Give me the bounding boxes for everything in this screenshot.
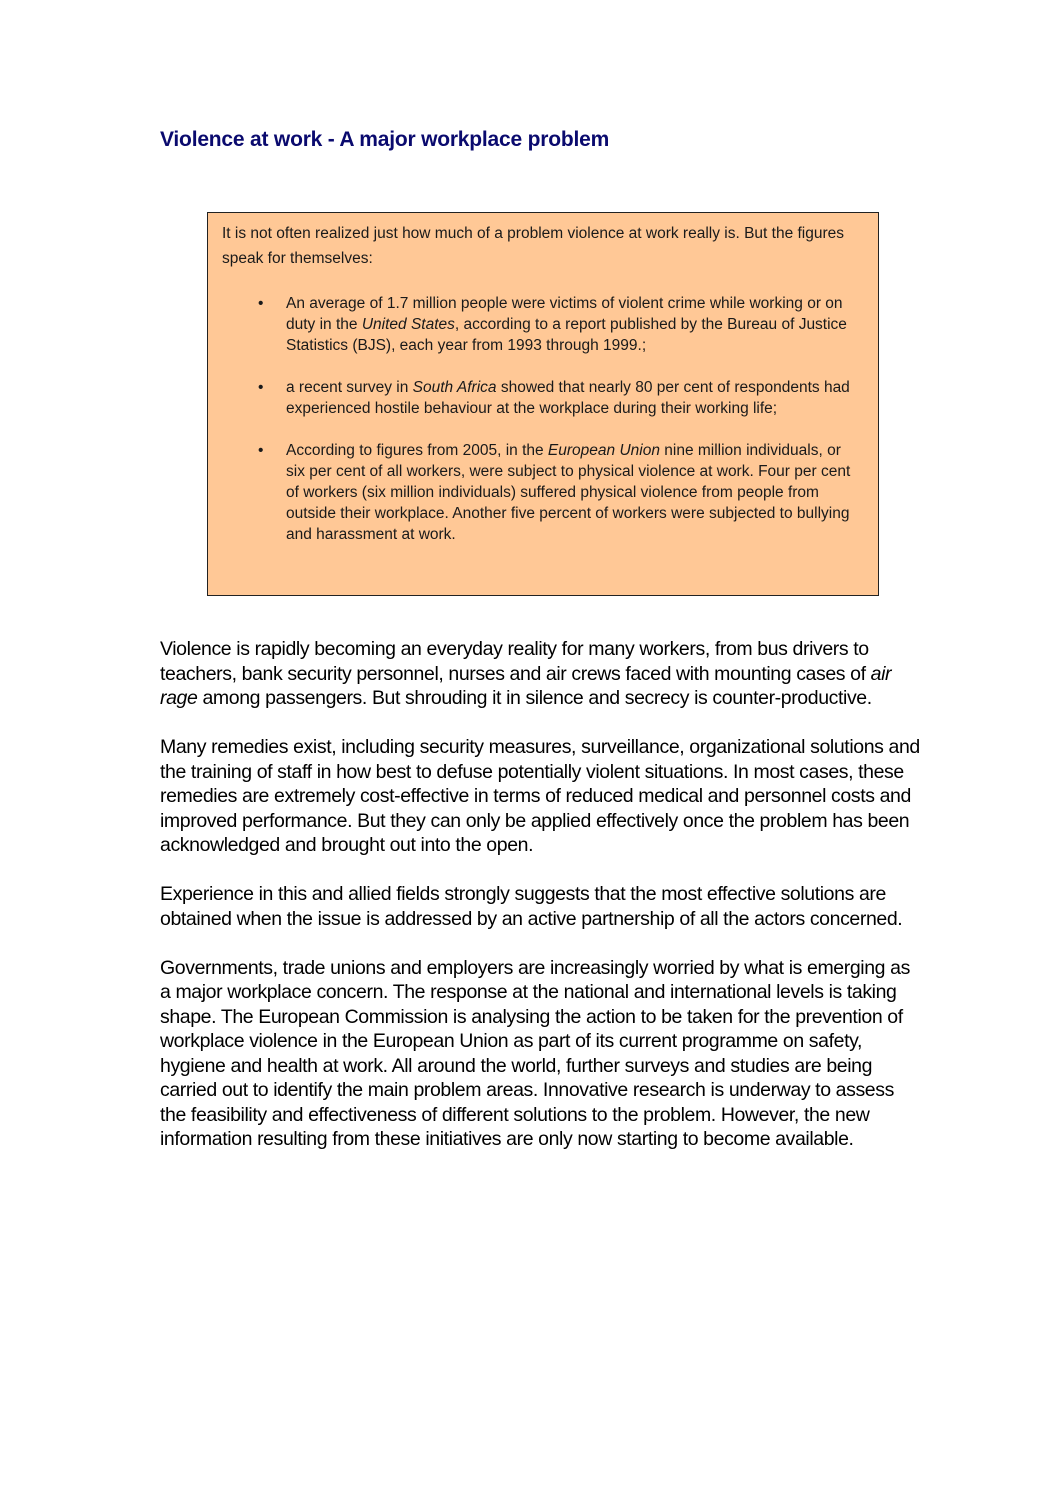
statistic-item-european-union xyxy=(222,440,864,545)
statistic-text: According to figures from 2005, in the xyxy=(286,442,548,459)
paragraph-everyday-reality xyxy=(160,637,920,711)
statistic-region: European Union xyxy=(547,442,660,459)
statistic-region: South Africa xyxy=(412,379,497,396)
statistic-text: showed that nearly 80 per cent of respondents had experienced hostile behaviour at the workplace during their working life; xyxy=(286,379,850,417)
paragraph-text: among passengers. But shrouding it in silence and secrecy is counter-productive. xyxy=(197,687,872,709)
statistic-text: nine million individuals, or six per cent of all workers, were subject to physical violence at work. Four per cent of workers (six million individuals) suffered physical violence from people from outside their workplace. Another five percent of workers were subjected to bullying and harassment at work. xyxy=(286,442,851,543)
paragraph-partnership: Experience in this and allied fields strongly suggests that the most effective solutions are obtained when the issue is addressed by an active partnership of all the actors concerned. xyxy=(160,883,903,930)
callout-intro: It is not often realized just how much of a problem violence at work really is. But the figures speak for themselves: xyxy=(222,225,845,267)
statistic-text: An average of 1.7 million people were victims of violent crime while working or on duty in the xyxy=(286,295,843,333)
statistic-text: a recent survey in xyxy=(286,379,413,396)
statistic-region: United States xyxy=(361,316,455,333)
page-title: Violence at work - A major workplace problem xyxy=(160,128,610,151)
bullet-icon: • xyxy=(258,379,264,396)
paragraph-response: Governments, trade unions and employers are increasingly worried by what is emerging as a major workplace concern. The response at the national and international levels is taking shape. The European Commission is analysing the action to be taken for the prevention of workplace violence in the European Union as part of its current programme on safety, hygiene and health at work. All around the world, further surveys and studies are being carried out to identify the main problem areas. Innovative research is underway to assess the feasibility and effectiveness of different solutions to the problem. However, the new information resulting from these initiatives are only now starting to become available. xyxy=(160,956,910,1150)
body-text xyxy=(160,637,920,1176)
emphasized-term: air rage xyxy=(160,662,892,709)
paragraph-remedies: Many remedies exist, including security measures, surveillance, organizational solutions and the training of staff in how best to defuse potentially violent situations. In most cases, these remedies are extremely cost-effective in terms of reduced medical and personnel costs and improved performance. But they can only be applied effectively once the problem has been acknowledged and brought out into the open. xyxy=(160,736,920,856)
bullet-icon: • xyxy=(258,295,264,312)
statistics-list xyxy=(222,293,864,545)
paragraph-text: Violence is rapidly becoming an everyday reality for many workers, from bus drivers to teachers, bank security personnel, nurses and air crews faced with mounting cases of xyxy=(160,638,871,685)
statistic-item-united-states xyxy=(222,293,864,356)
statistic-text: , according to a report published by the Bureau of Justice Statistics (BJS), each year from 1993 through 1999.; xyxy=(286,316,847,354)
statistics-callout-box xyxy=(207,212,879,596)
statistic-item-south-africa xyxy=(222,377,864,419)
bullet-icon: • xyxy=(258,442,264,459)
